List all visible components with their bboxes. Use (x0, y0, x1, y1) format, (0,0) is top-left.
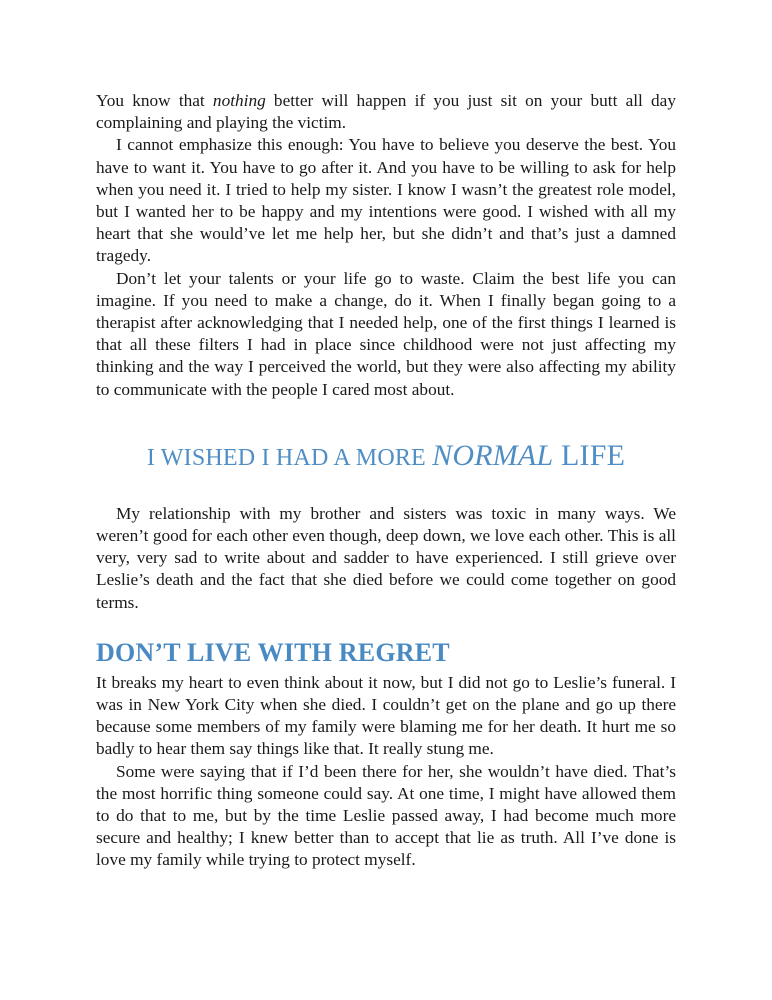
section-text (96, 503, 676, 614)
intro-text (96, 90, 676, 401)
subheading: DON’T LIVE WITH REGRET (96, 637, 450, 667)
subsection-paragraph-2: Some were saying that if I’d been there for her, she wouldn’t have died. That’s the most horrific thing someone could say. At one time, I might have allowed them to do that to me, but by the time Leslie passed away, I had become much more secure and healthy; I knew better than to accept that lie as truth. All I’ve done is love my family while trying to protect myself. (96, 761, 676, 870)
section-paragraph-1: My relationship with my brother and sisters was toxic in many ways. We weren’t good for each other even though, deep down, we love each other. This is all very, very sad to write about and sadder to have experienced. I still grieve over Leslie’s death and the fact that she died before we could come together on good terms. (96, 503, 676, 612)
intro-paragraph-1: You know that nothing better will happen if you just sit on your butt all day complaining and playing the victim. (96, 91, 676, 133)
section-heading-italic: NORMAL (432, 438, 554, 472)
subsection-text (96, 672, 676, 872)
intro-paragraph-3: Don’t let your talents or your life go to waste. Claim the best life you can imagine. If you need to make a change, do it. When I finally began going to a therapist after acknowledging that I needed help, one of the first things I learned is that all these filters I had in place since childhood were not just affecting my thinking and the way I perceived the world, but they were also affecting my ability to communicate with the people I cared most about. (96, 268, 676, 399)
emphasis-nothing: nothing (212, 91, 266, 110)
section-heading: I WISHED I HAD A MORE NORMAL LIFE (146, 438, 626, 472)
subsection-paragraph-1: It breaks my heart to even think about it now, but I did not go to Leslie’s funeral. I was in New York City when she died. I couldn’t get on the plane and go up there because some members of my family were blaming me for her death. It hurt me so badly to hear them say things like that. It really stung me. (96, 672, 676, 759)
intro-paragraph-2: I cannot emphasize this enough: You have to believe you deserve the best. You have to want it. You have to go after it. And you have to be willing to ask for help when you need it. I tried to help my sister. I know I wasn’t the greatest role model, but I wanted her to be happy and my intentions were good. I wished with all my heart that she would’ve let me help her, but she didn’t and that’s just a damned tragedy. (96, 135, 676, 266)
